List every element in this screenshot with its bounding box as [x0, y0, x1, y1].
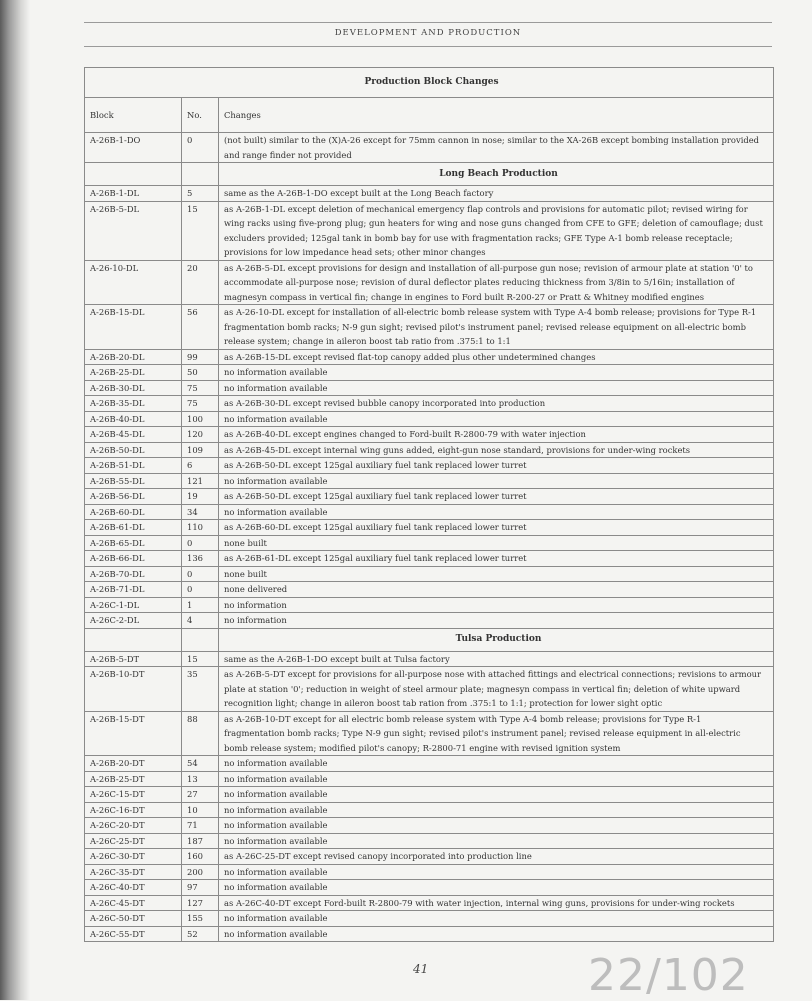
table-row: [85, 756, 774, 772]
changes-cell: no information: [219, 597, 774, 613]
changes-cell: no information: [219, 613, 774, 629]
block-cell: A-26C-45-DT: [85, 895, 182, 911]
changes-cell: as A-26B-45-DL except internal wing guns added, eight-gun nose standard, provisions for under-wing rockets: [219, 442, 774, 458]
running-head: DEVELOPMENT AND PRODUCTION: [334, 28, 522, 38]
block-cell: A-26C-2-DL: [85, 613, 182, 629]
changes-cell: same as the A-26B-1-DO except built at the Long Beach factory: [219, 186, 774, 202]
block-cell: A-26C-35-DT: [85, 864, 182, 880]
quantity-cell: 110: [182, 520, 219, 536]
table-row: [85, 442, 774, 458]
block-cell: A-26B-55-DL: [85, 473, 182, 489]
block-cell: A-26B-51-DL: [85, 458, 182, 474]
table-row: [85, 520, 774, 536]
block-cell: A-26B-65-DL: [85, 535, 182, 551]
table-row: [85, 818, 774, 834]
table-row: [85, 802, 774, 818]
table-row: [85, 613, 774, 629]
quantity-cell: 10: [182, 802, 219, 818]
block-cell: A-26B-5-DL: [85, 201, 182, 260]
quantity-cell: 160: [182, 849, 219, 865]
table-row: [85, 582, 774, 598]
quantity-cell: 1: [182, 597, 219, 613]
quantity-cell: 97: [182, 880, 219, 896]
changes-cell: no information available: [219, 504, 774, 520]
block-cell: A-26B-30-DL: [85, 380, 182, 396]
quantity-cell: 120: [182, 427, 219, 443]
quantity-cell: 0: [182, 566, 219, 582]
block-cell: A-26B-71-DL: [85, 582, 182, 598]
block-cell: A-26C-55-DT: [85, 926, 182, 942]
column-header-changes: Changes: [219, 98, 774, 133]
quantity-cell: 15: [182, 201, 219, 260]
table-row: [85, 551, 774, 567]
quantity-cell: 4: [182, 613, 219, 629]
section-blank-cell: [182, 628, 219, 651]
changes-cell: as A-26B-10-DT except for all electric bomb release system with Type A-4 bomb release; provisions for Type R-1 fragmentation bomb racks; Type N-9 gun sight; revised pilot's instrument panel; revised release equipment in all-electric bomb release system; modified pilot's canopy; R-2800-71 engine with revised ignition system: [219, 711, 774, 756]
changes-cell: as A-26C-40-DT except Ford-built R-2800-79 with water injection, internal wing guns, provisions for under-wing rockets: [219, 895, 774, 911]
block-cell: A-26B-66-DL: [85, 551, 182, 567]
changes-cell: no information available: [219, 833, 774, 849]
changes-cell: no information available: [219, 864, 774, 880]
section-blank-cell: [182, 163, 219, 186]
section-title: Long Beach Production: [219, 163, 774, 186]
table-row: [85, 380, 774, 396]
section-title: Tulsa Production: [219, 628, 774, 651]
changes-cell: as A-26B-50-DL except 125gal auxiliary fuel tank replaced lower turret: [219, 458, 774, 474]
quantity-cell: 19: [182, 489, 219, 505]
quantity-cell: 75: [182, 380, 219, 396]
changes-cell: none built: [219, 535, 774, 551]
table-row: [85, 133, 774, 163]
block-cell: A-26B-40-DL: [85, 411, 182, 427]
changes-cell: none built: [219, 566, 774, 582]
block-cell: A-26B-15-DT: [85, 711, 182, 756]
block-cell: A-26C-15-DT: [85, 787, 182, 803]
quantity-cell: 200: [182, 864, 219, 880]
changes-cell: no information available: [219, 771, 774, 787]
quantity-cell: 109: [182, 442, 219, 458]
changes-cell: as A-26B-40-DL except engines changed to Ford-built R-2800-79 with water injection: [219, 427, 774, 443]
block-cell: A-26B-45-DL: [85, 427, 182, 443]
block-cell: A-26C-40-DT: [85, 880, 182, 896]
block-cell: A-26B-61-DL: [85, 520, 182, 536]
changes-cell: as A-26B-50-DL except 125gal auxiliary fuel tank replaced lower turret: [219, 489, 774, 505]
block-cell: A-26-10-DL: [85, 260, 182, 305]
top-rule: [84, 22, 772, 23]
changes-cell: as A-26C-25-DT except revised canopy incorporated into production line: [219, 849, 774, 865]
quantity-cell: 88: [182, 711, 219, 756]
quantity-cell: 6: [182, 458, 219, 474]
changes-cell: (not built) similar to the (X)A-26 except for 75mm cannon in nose; similar to the XA-26B except bombing installation provided and range finder not provided: [219, 133, 774, 163]
block-cell: A-26B-5-DT: [85, 651, 182, 667]
table-row: [85, 911, 774, 927]
quantity-cell: 35: [182, 667, 219, 712]
changes-cell: as A-26B-5-DL except provisions for design and installation of all-purpose gun nose; revision of armour plate at station '0' to accommodate all-purpose nose; revision of dural deflector plates reducing thickness from 3/8in to 5/16in; installation of magnesyn compass in vertical fin; change in engines to Ford built R-200-27 or Pratt & Whitney modified engines: [219, 260, 774, 305]
quantity-cell: 20: [182, 260, 219, 305]
table-row: [85, 349, 774, 365]
block-cell: A-26C-30-DT: [85, 849, 182, 865]
table-row: [85, 504, 774, 520]
changes-cell: no information available: [219, 380, 774, 396]
quantity-cell: 155: [182, 911, 219, 927]
table-row: [85, 833, 774, 849]
table-row: [85, 365, 774, 381]
table-row: [85, 880, 774, 896]
quantity-cell: 187: [182, 833, 219, 849]
changes-cell: no information available: [219, 787, 774, 803]
column-header-block: Block: [85, 98, 182, 133]
table-row: [85, 411, 774, 427]
quantity-cell: 127: [182, 895, 219, 911]
table-row: [85, 473, 774, 489]
changes-cell: no information available: [219, 473, 774, 489]
quantity-cell: 0: [182, 133, 219, 163]
block-cell: A-26B-60-DL: [85, 504, 182, 520]
quantity-cell: 75: [182, 396, 219, 412]
page-number: 41: [413, 962, 429, 976]
quantity-cell: 50: [182, 365, 219, 381]
changes-cell: as A-26B-1-DL except deletion of mechanical emergency flap controls and provisions for automatic pilot; revised wiring for wing racks using five-prong plug; gun heaters for wing and nose guns changed from CFE to GFE; deletion of camouflage; dust excluders provided; 125gal tank in bomb bay for use with fragmentation racks; GFE Type A-1 bomb release receptacle; provisions for low impedance head sets; other minor changes: [219, 201, 774, 260]
table-row: [85, 201, 774, 260]
table-row: [85, 771, 774, 787]
production-block-table: [84, 67, 774, 942]
table-title: Production Block Changes: [85, 68, 774, 98]
changes-cell: no information available: [219, 911, 774, 927]
table-row: [85, 597, 774, 613]
table-row: [85, 787, 774, 803]
block-cell: A-26B-20-DL: [85, 349, 182, 365]
book-spine-shadow: [0, 0, 30, 1000]
table-row: [85, 427, 774, 443]
quantity-cell: 27: [182, 787, 219, 803]
block-cell: A-26B-20-DT: [85, 756, 182, 772]
changes-cell: no information available: [219, 411, 774, 427]
block-cell: A-26B-25-DL: [85, 365, 182, 381]
table-row: [85, 458, 774, 474]
changes-cell: no information available: [219, 756, 774, 772]
table-row: [85, 849, 774, 865]
table-row: [85, 711, 774, 756]
table-body: [85, 133, 774, 942]
changes-cell: as A-26-10-DL except for installation of all-electric bomb release system with Type A-4 bomb release; provisions for Type R-1 fragmentation bomb racks; N-9 gun sight; revised pilot's instrument panel; revised release equipment on all-electric bomb release system; change in aileron boost tab ratio from .375:1 to 1:1: [219, 305, 774, 350]
table-row: [85, 864, 774, 880]
changes-cell: as A-26B-60-DL except 125gal auxiliary fuel tank replaced lower turret: [219, 520, 774, 536]
block-cell: A-26B-50-DL: [85, 442, 182, 458]
table-row: [85, 667, 774, 712]
section-header-row: [85, 628, 774, 651]
table-row: [85, 926, 774, 942]
block-cell: A-26B-25-DT: [85, 771, 182, 787]
page-counter: 22/102: [588, 950, 749, 1001]
changes-cell: none delivered: [219, 582, 774, 598]
table-row: [85, 489, 774, 505]
quantity-cell: 13: [182, 771, 219, 787]
changes-cell: no information available: [219, 818, 774, 834]
changes-cell: as A-26B-5-DT except for provisions for all-purpose nose with attached fittings and electrical connections; revisions to armour plate at station '0'; reduction in weight of steel armour plate; magnesyn compass in vertical fin; deletion of white upward recognition light; change in aileron boost tab ration from .375:1 to 1:1; protection for lower sight optic: [219, 667, 774, 712]
block-cell: A-26C-50-DT: [85, 911, 182, 927]
column-header-no: No.: [182, 98, 219, 133]
changes-cell: no information available: [219, 926, 774, 942]
quantity-cell: 54: [182, 756, 219, 772]
quantity-cell: 15: [182, 651, 219, 667]
section-blank-cell: [85, 163, 182, 186]
section-header-row: [85, 163, 774, 186]
changes-cell: no information available: [219, 880, 774, 896]
block-cell: A-26B-56-DL: [85, 489, 182, 505]
quantity-cell: 5: [182, 186, 219, 202]
table-row: [85, 186, 774, 202]
quantity-cell: 136: [182, 551, 219, 567]
block-cell: A-26B-35-DL: [85, 396, 182, 412]
changes-cell: as A-26B-15-DL except revised flat-top canopy added plus other undetermined changes: [219, 349, 774, 365]
table-row: [85, 396, 774, 412]
changes-cell: as A-26B-61-DL except 125gal auxiliary fuel tank replaced lower turret: [219, 551, 774, 567]
quantity-cell: 71: [182, 818, 219, 834]
block-cell: A-26C-25-DT: [85, 833, 182, 849]
block-cell: A-26B-1-DO: [85, 133, 182, 163]
changes-cell: no information available: [219, 802, 774, 818]
block-cell: A-26C-1-DL: [85, 597, 182, 613]
quantity-cell: 34: [182, 504, 219, 520]
table-row: [85, 260, 774, 305]
quantity-cell: 100: [182, 411, 219, 427]
table-row: [85, 305, 774, 350]
changes-cell: same as the A-26B-1-DO except built at Tulsa factory: [219, 651, 774, 667]
header-rule: [84, 46, 772, 47]
quantity-cell: 52: [182, 926, 219, 942]
section-blank-cell: [85, 628, 182, 651]
changes-cell: as A-26B-30-DL except revised bubble canopy incorporated into production: [219, 396, 774, 412]
block-cell: A-26B-70-DL: [85, 566, 182, 582]
quantity-cell: 0: [182, 582, 219, 598]
table-row: [85, 535, 774, 551]
quantity-cell: 0: [182, 535, 219, 551]
table-row: [85, 895, 774, 911]
changes-cell: no information available: [219, 365, 774, 381]
quantity-cell: 99: [182, 349, 219, 365]
quantity-cell: 121: [182, 473, 219, 489]
block-cell: A-26C-16-DT: [85, 802, 182, 818]
block-cell: A-26B-1-DL: [85, 186, 182, 202]
block-cell: A-26B-10-DT: [85, 667, 182, 712]
block-cell: A-26C-20-DT: [85, 818, 182, 834]
table-row: [85, 566, 774, 582]
quantity-cell: 56: [182, 305, 219, 350]
block-cell: A-26B-15-DL: [85, 305, 182, 350]
table-row: [85, 651, 774, 667]
